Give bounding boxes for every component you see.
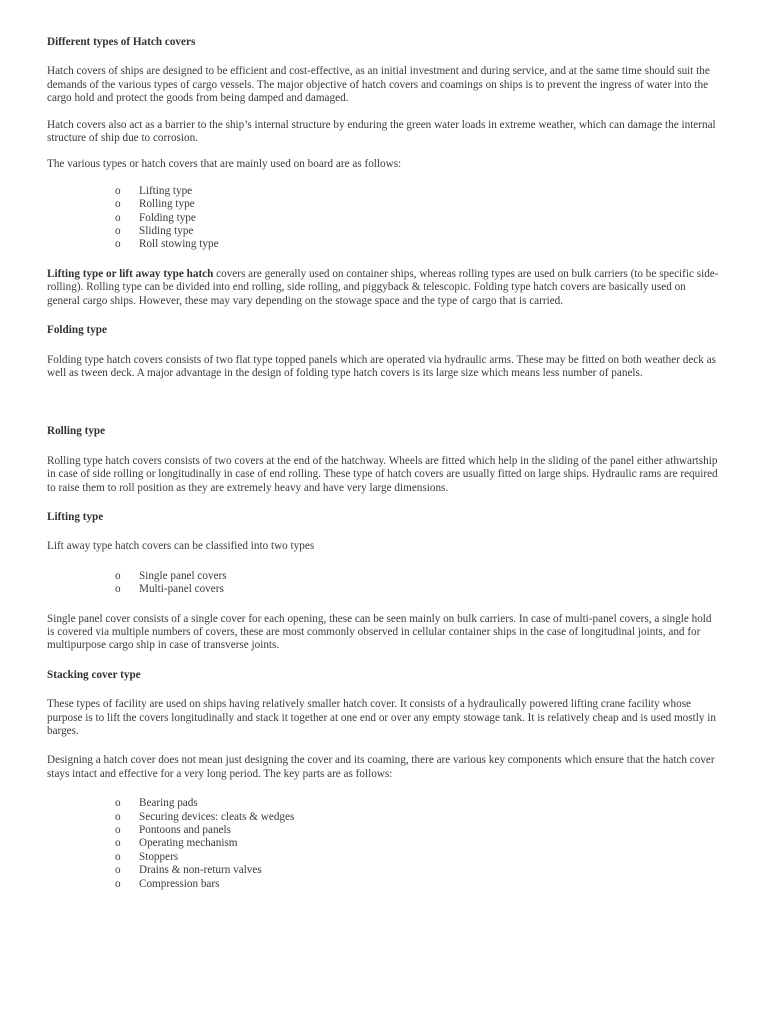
list-item: o Bearing pads xyxy=(115,797,198,810)
bullet-icon: o xyxy=(115,198,121,211)
lifting-heading: Lifting type xyxy=(47,510,104,523)
rolling-heading: Rolling type xyxy=(47,425,106,438)
usage-paragraph xyxy=(47,268,721,308)
list-item: o Pontoons and panels xyxy=(115,824,231,837)
usage-text: covers are generally used on container ships, whereas rolling types are used on bulk carriers (to be specific side-rolling). Rolling type can be divided into end rolling, side rolling, and piggyback & telescopic. Folding type hatch covers are basically used on general cargo ships. However, these may vary depending on the stowage space and the type of cargo that is carried. xyxy=(47,267,719,307)
folding-paragraph: Folding type hatch covers consists of two flat type topped panels which are operated via hydraulic arms. These may be fitted on both weather deck as well as tween deck. A major advantage in the design of folding type hatch covers is its large size which means less number of panels. xyxy=(47,353,716,379)
list-item: o Drains & non-return valves xyxy=(115,864,262,877)
list-item: o Securing devices: cleats & wedges xyxy=(115,810,295,823)
usage-bold-lead: Lifting type or lift away type hatch xyxy=(47,267,214,280)
folding-heading: Folding type xyxy=(47,324,107,337)
stacking-paragraph: These types of facility are used on ships having relatively smaller hatch cover. It consists of a hydraulically powered lifting crane facility whose purpose is to lift the covers longitudinally and stack it together at one end or over any empty stowage tank. It is relatively cheap and is used mostly in barges. xyxy=(47,698,716,737)
design-paragraph: Designing a hatch cover does not mean just designing the cover and its coaming, there are various key components which ensure that the hatch cover stays intact and effective for a very long period. The key parts are as follows: xyxy=(47,754,715,780)
list-item: o Roll stowing type xyxy=(115,238,219,251)
bullet-icon: o xyxy=(115,810,121,823)
bullet-icon: o xyxy=(115,824,121,837)
document-page xyxy=(47,36,721,891)
list-item: o Rolling type xyxy=(115,198,195,211)
intro-paragraph-1: Hatch covers of ships are designed to be efficient and cost-effective, as an initial investment and during service, and at the same time should suit the demands of the various types of cargo vessels. The major objective of hatch covers and coamings on ships is to prevent the ingress of water into the cargo hold and protect the goods from being damped and damaged. xyxy=(47,65,710,105)
parts-list xyxy=(47,797,721,891)
list-item: o Sliding type xyxy=(115,225,194,238)
bullet-icon: o xyxy=(115,797,121,810)
list-item: o Operating mechanism xyxy=(115,837,238,850)
intro-paragraph-2: Hatch covers also act as a barrier to the ship’s internal structure by enduring the green water loads in extreme weather, which can damage the internal structure of ship due to corrosion. xyxy=(47,118,716,145)
bullet-icon: o xyxy=(115,184,121,197)
types-list xyxy=(47,185,721,252)
bullet-icon: o xyxy=(115,877,121,890)
lifting-paragraph: Lift away type hatch covers can be classified into two types xyxy=(47,540,315,553)
list-item: o Compression bars xyxy=(115,877,220,890)
list-item: o Single panel covers xyxy=(115,569,227,582)
bullet-icon: o xyxy=(115,211,121,224)
rolling-paragraph: Rolling type hatch covers consists of two covers at the end of the hatchway. Wheels are fitted which help in the sliding of the panel either athwartship in case of side rolling or longitudinally in case of end rolling. These type of hatch covers are usually fitted on large ships. Hydraulic rams are required to raise them to roll position as they are extremely heavy and have very large dimensions. xyxy=(47,454,718,494)
bullet-icon: o xyxy=(115,225,121,238)
bullet-icon: o xyxy=(115,864,121,877)
document-title: Different types of Hatch covers xyxy=(47,36,196,48)
bullet-icon: o xyxy=(115,583,121,596)
bullet-icon: o xyxy=(115,238,121,251)
list-item: o Lifting type xyxy=(115,184,193,197)
list-item: o Multi-panel covers xyxy=(115,583,224,596)
bullet-icon: o xyxy=(115,850,121,863)
lifting-types-list xyxy=(47,570,721,597)
bullet-icon: o xyxy=(115,569,121,582)
list-item: o Stoppers xyxy=(115,850,179,863)
lifting-paragraph-2: Single panel cover consists of a single cover for each opening, these can be seen mainly on bulk carriers. In case of multi-panel covers, a single hold is covered via multiple numbers of covers, these are most commonly observed in cellular container ships in the case of longitudinal joints, and for multipurpose cargo ship in case of transverse joints. xyxy=(47,612,712,652)
stacking-heading: Stacking cover type xyxy=(47,668,141,681)
list-item: o Folding type xyxy=(115,211,196,224)
intro-paragraph-3: The various types or hatch covers that are mainly used on board are as follows: xyxy=(47,158,402,171)
bullet-icon: o xyxy=(115,837,121,850)
